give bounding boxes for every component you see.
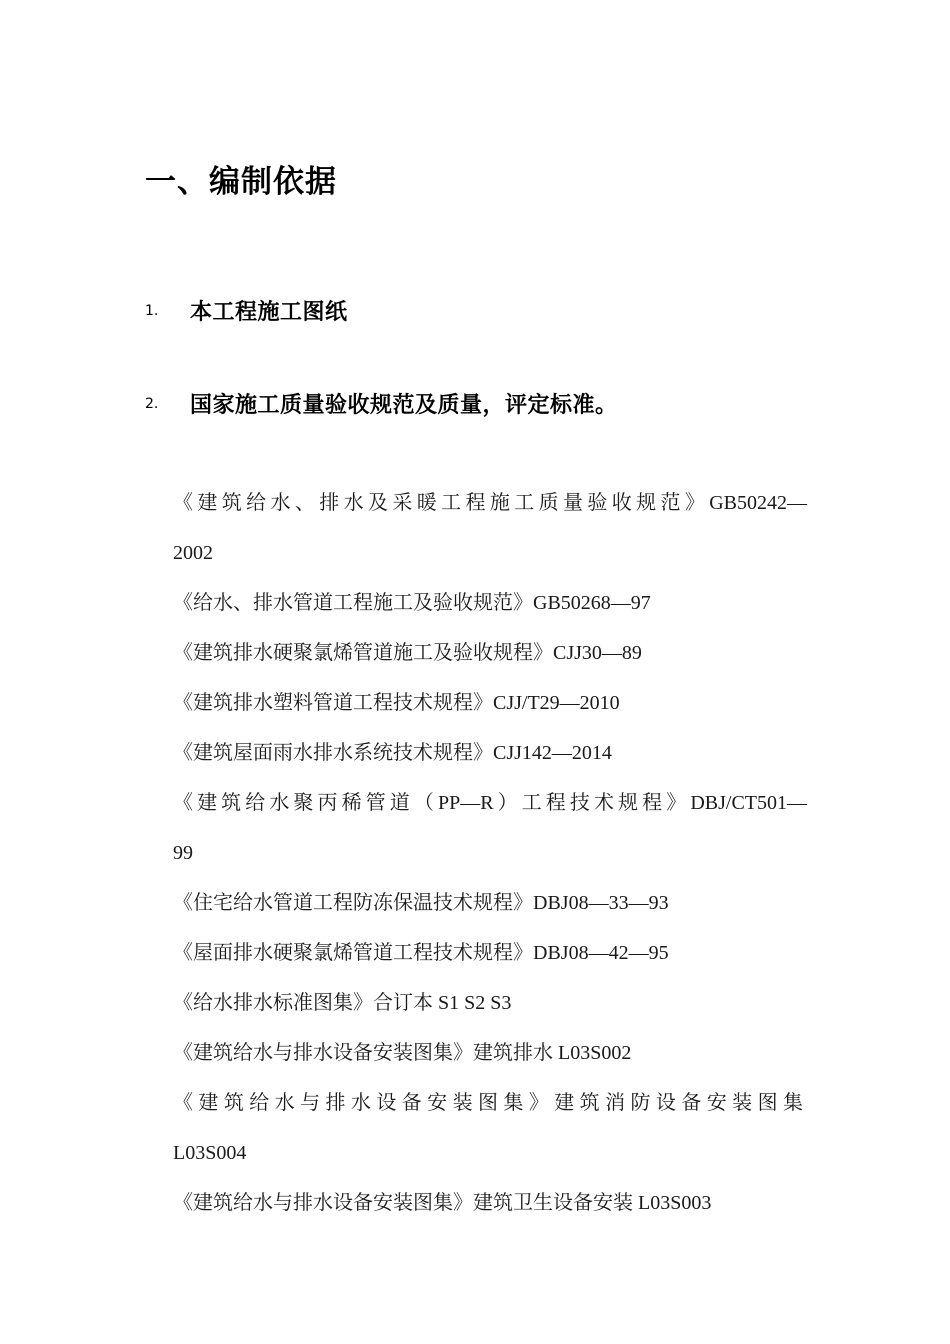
list-item-text: 本工程施工图纸 bbox=[190, 300, 348, 325]
reference-line: 《建筑排水硬聚氯烯管道施工及验收规程》CJJ30—89 bbox=[173, 642, 642, 664]
reference-line-continued: 99 bbox=[173, 842, 193, 864]
reference-line: 《建筑排水塑料管道工程技术规程》CJJ/T29—2010 bbox=[173, 692, 620, 714]
reference-line: 《建筑给水与排水设备安装图集》建筑消防设备安装图集 bbox=[173, 1092, 807, 1114]
reference-line-continued: 2002 bbox=[173, 542, 213, 564]
reference-line: 《给水排水标准图集》合订本 S1 S2 S3 bbox=[173, 992, 512, 1014]
list-item-number: 2. bbox=[145, 395, 159, 412]
list-item-number: 1. bbox=[145, 302, 159, 319]
reference-line: 《建筑给水聚丙稀管道（PP—R）工程技术规程》DBJ/CT501— bbox=[173, 792, 807, 814]
reference-line: 《建筑给水与排水设备安装图集》建筑卫生设备安装 L03S003 bbox=[173, 1192, 712, 1214]
reference-line: 《屋面排水硬聚氯烯管道工程技术规程》DBJ08—42—95 bbox=[173, 942, 669, 964]
list-item-2 bbox=[145, 388, 618, 419]
list-item-text: 国家施工质量验收规范及质量，评定标准。 bbox=[190, 393, 618, 418]
list-item-1 bbox=[145, 295, 348, 326]
section-heading: 一、编制依据 bbox=[145, 164, 337, 200]
reference-line: 《住宅给水管道工程防冻保温技术规程》DBJ08—33—93 bbox=[173, 892, 669, 914]
reference-line: 《建筑屋面雨水排水系统技术规程》CJJ142—2014 bbox=[173, 742, 612, 764]
reference-line: 《给水、排水管道工程施工及验收规范》GB50268—97 bbox=[173, 592, 651, 614]
reference-line: 《建筑给水与排水设备安装图集》建筑排水 L03S002 bbox=[173, 1042, 632, 1064]
reference-line-continued: L03S004 bbox=[173, 1142, 247, 1164]
reference-line: 《建筑给水、排水及采暖工程施工质量验收规范》GB50242— bbox=[173, 492, 807, 514]
reference-list bbox=[173, 478, 807, 1228]
